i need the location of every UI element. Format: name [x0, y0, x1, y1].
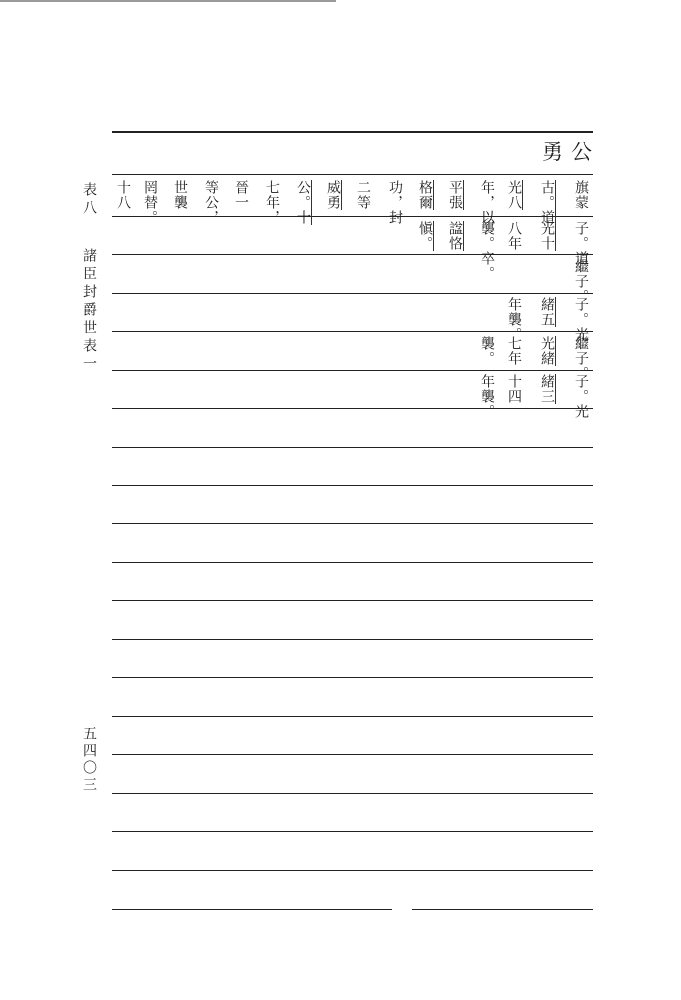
r5-col-3: 七年: [506, 336, 522, 366]
row-rule-7: [112, 447, 593, 448]
r1-col-11: 七年，: [264, 180, 280, 225]
scan-edge-line: [0, 0, 336, 2]
r4-col-1: 子。光: [573, 297, 589, 342]
r5-col-2: 光緒: [539, 336, 555, 366]
r1-col-6: 格爾: [417, 180, 433, 210]
r1-col-13: 等公，: [203, 180, 219, 225]
r1-col-1: 旗蒙: [573, 180, 589, 210]
r5-col-4: 襲。: [479, 336, 495, 366]
r2-col-6: 愼。: [417, 221, 433, 251]
r1-col-10: 公。十: [295, 180, 311, 225]
row-rule-5: [112, 370, 593, 371]
row-rule-13: [112, 677, 593, 678]
row-rule-10: [112, 562, 593, 563]
table-top-rule: [112, 131, 593, 133]
row-rule-11: [112, 600, 593, 601]
r3-col-1: 繼子。: [573, 259, 589, 304]
r2-col-4: 襲。卒。: [479, 221, 495, 281]
r1-col-16: 十八: [115, 180, 131, 210]
r6-col-1: 子。光: [573, 374, 589, 419]
row-rule-12: [112, 639, 593, 640]
row-rule-16: [112, 793, 593, 794]
r2-col-2: 光十: [539, 221, 555, 251]
r2-col-1: 子。道: [573, 221, 589, 266]
row-rule-8: [112, 485, 593, 486]
page-title: 勇公: [542, 140, 600, 164]
r1-col-12: 晉一: [233, 180, 249, 210]
row-rule-1: [112, 216, 593, 217]
side-label-table: 表八: [81, 182, 97, 218]
side-label-section: 諸臣封爵世表一: [81, 248, 97, 374]
r1-col-9: 威勇: [325, 180, 341, 210]
row-rule-9: [112, 523, 593, 524]
row-rule-17: [112, 831, 593, 832]
row-rule-18: [112, 870, 593, 871]
r1-col-4: 年，以: [479, 180, 495, 225]
page-number: 五四〇三: [81, 726, 97, 794]
row-rule-6: [112, 408, 593, 409]
r1-col-14: 世襲: [172, 180, 188, 210]
r4-col-2: 緒五: [539, 297, 555, 327]
row-rule-14: [112, 716, 593, 717]
row-rule-15: [112, 754, 593, 755]
r1-col-5: 平張: [447, 180, 463, 210]
r2-col-3: 八年: [506, 221, 522, 251]
row-rule-2: [112, 254, 593, 255]
r4-col-3: 年襲。: [506, 297, 522, 342]
r6-col-4: 年襲。: [479, 374, 495, 419]
r1-col-8: 二等: [355, 180, 371, 210]
r5-col-1: 繼子。: [573, 336, 589, 381]
r1-col-3: 光八: [506, 180, 522, 210]
row-rule-3: [112, 293, 593, 294]
r6-col-3: 十四: [506, 374, 522, 404]
r1-col-2: 古。道: [539, 180, 555, 225]
r1-col-7: 功，封: [387, 180, 403, 225]
r2-col-5: 諡恪: [447, 221, 463, 251]
r1-col-15: 罔替。: [142, 180, 158, 225]
r6-col-2: 緒三: [539, 374, 555, 404]
table-header-rule: [112, 174, 593, 175]
